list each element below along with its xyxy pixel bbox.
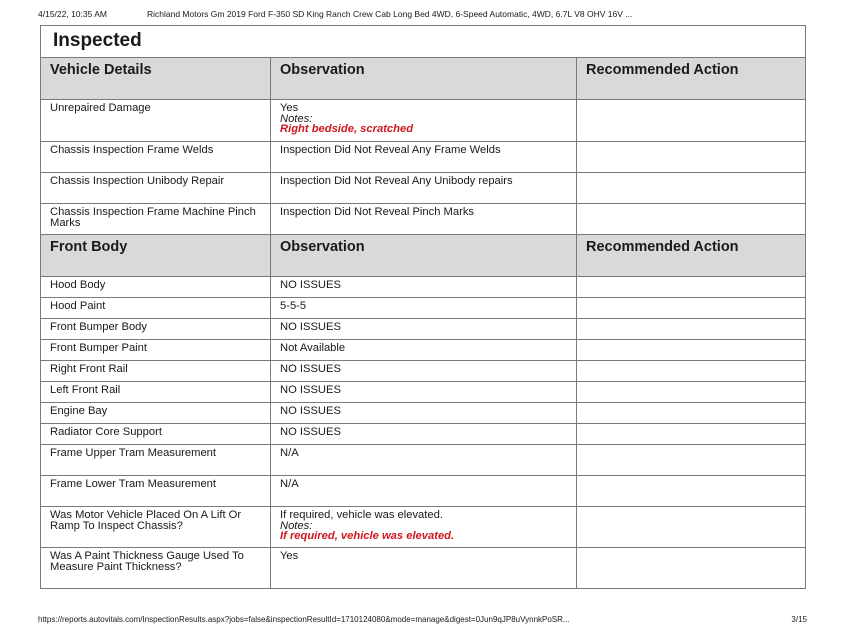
action-cell	[577, 142, 806, 173]
table-row	[41, 277, 806, 298]
observation-cell: NO ISSUES	[271, 277, 577, 298]
action-cell	[577, 424, 806, 445]
observation-value: Yes	[280, 102, 299, 114]
observation-cell: Not Available	[271, 340, 577, 361]
action-cell	[577, 204, 806, 235]
item-cell: Front Bumper Paint	[41, 340, 271, 361]
item-cell: Left Front Rail	[41, 382, 271, 403]
column-header-front-body: Front Body	[41, 235, 271, 277]
item-cell: Chassis Inspection Unibody Repair	[41, 173, 271, 204]
table-row	[41, 204, 806, 235]
item-cell: Hood Body	[41, 277, 271, 298]
title-row	[41, 26, 806, 58]
table-row	[41, 507, 806, 548]
table-row	[41, 361, 806, 382]
item-cell: Chassis Inspection Frame Machine Pinch Marks	[41, 204, 271, 235]
table-row	[41, 298, 806, 319]
observation-cell: 5-5-5	[271, 298, 577, 319]
observation-cell: NO ISSUES	[271, 424, 577, 445]
observation-cell: NO ISSUES	[271, 319, 577, 340]
table-row	[41, 548, 806, 589]
column-header-recommended-action: Recommended Action	[577, 235, 806, 277]
table-row	[41, 476, 806, 507]
action-cell	[577, 277, 806, 298]
observation-cell: NO ISSUES	[271, 382, 577, 403]
action-cell	[577, 298, 806, 319]
notes-value: If required, vehicle was elevated.	[280, 530, 455, 542]
item-cell: Frame Lower Tram Measurement	[41, 476, 271, 507]
table-row	[41, 319, 806, 340]
action-cell	[577, 548, 806, 589]
item-cell: Right Front Rail	[41, 361, 271, 382]
print-header	[38, 8, 807, 20]
action-cell	[577, 476, 806, 507]
table-row	[41, 100, 806, 142]
action-cell	[577, 361, 806, 382]
column-header-vehicle-details: Vehicle Details	[41, 58, 271, 100]
column-header-observation: Observation	[271, 235, 577, 277]
table-row	[41, 445, 806, 476]
action-cell	[577, 382, 806, 403]
observation-value: If required, vehicle was elevated.	[280, 509, 443, 521]
section-header-row	[41, 235, 806, 277]
action-cell	[577, 507, 806, 548]
item-cell: Front Bumper Body	[41, 319, 271, 340]
table-row	[41, 173, 806, 204]
item-cell: Hood Paint	[41, 298, 271, 319]
print-page-title: Richland Motors Gm 2019 Ford F-350 SD King Ranch Crew Cab Long Bed 4WD, 6-Speed Automatic, 4WD, 6.7L V8 OHV 16V ...	[147, 9, 633, 19]
observation-cell: Inspection Did Not Reveal Any Unibody repairs	[271, 173, 577, 204]
column-header-recommended-action: Recommended Action	[577, 58, 806, 100]
observation-cell: N/A	[271, 476, 577, 507]
table-row	[41, 142, 806, 173]
page-number: 3/15	[791, 614, 807, 624]
table-row	[41, 382, 806, 403]
table-row	[41, 424, 806, 445]
observation-cell	[271, 100, 577, 142]
notes-value: Right bedside, scratched	[280, 123, 414, 135]
table-row	[41, 340, 806, 361]
item-cell: Chassis Inspection Frame Welds	[41, 142, 271, 173]
observation-cell: Inspection Did Not Reveal Any Frame Welds	[271, 142, 577, 173]
observation-cell	[271, 507, 577, 548]
section-header-row	[41, 58, 806, 100]
report-title: Inspected	[41, 26, 806, 58]
action-cell	[577, 403, 806, 424]
observation-cell: NO ISSUES	[271, 403, 577, 424]
item-cell: Unrepaired Damage	[41, 100, 271, 142]
notes-label: Notes:	[280, 112, 313, 125]
inspection-table	[40, 25, 806, 589]
item-cell: Radiator Core Support	[41, 424, 271, 445]
notes-label: Notes:	[280, 519, 313, 532]
action-cell	[577, 173, 806, 204]
observation-cell: N/A	[271, 445, 577, 476]
observation-cell: Yes	[271, 548, 577, 589]
item-cell: Was Motor Vehicle Placed On A Lift Or Ramp To Inspect Chassis?	[41, 507, 271, 548]
action-cell	[577, 100, 806, 142]
print-footer	[38, 613, 807, 625]
item-cell: Engine Bay	[41, 403, 271, 424]
observation-cell: NO ISSUES	[271, 361, 577, 382]
column-header-observation: Observation	[271, 58, 577, 100]
item-cell: Frame Upper Tram Measurement	[41, 445, 271, 476]
table-row	[41, 403, 806, 424]
action-cell	[577, 445, 806, 476]
item-cell: Was A Paint Thickness Gauge Used To Measure Paint Thickness?	[41, 548, 271, 589]
print-timestamp: 4/15/22, 10:35 AM	[38, 9, 107, 19]
action-cell	[577, 340, 806, 361]
action-cell	[577, 319, 806, 340]
observation-cell: Inspection Did Not Reveal Pinch Marks	[271, 204, 577, 235]
print-url: https://reports.autovitals.com/InspectionResults.aspx?jobs=false&inspectionResultId=1710124080&mode=manage&digest=0Jun9qJP8uVynnkPoSR...	[38, 614, 570, 624]
